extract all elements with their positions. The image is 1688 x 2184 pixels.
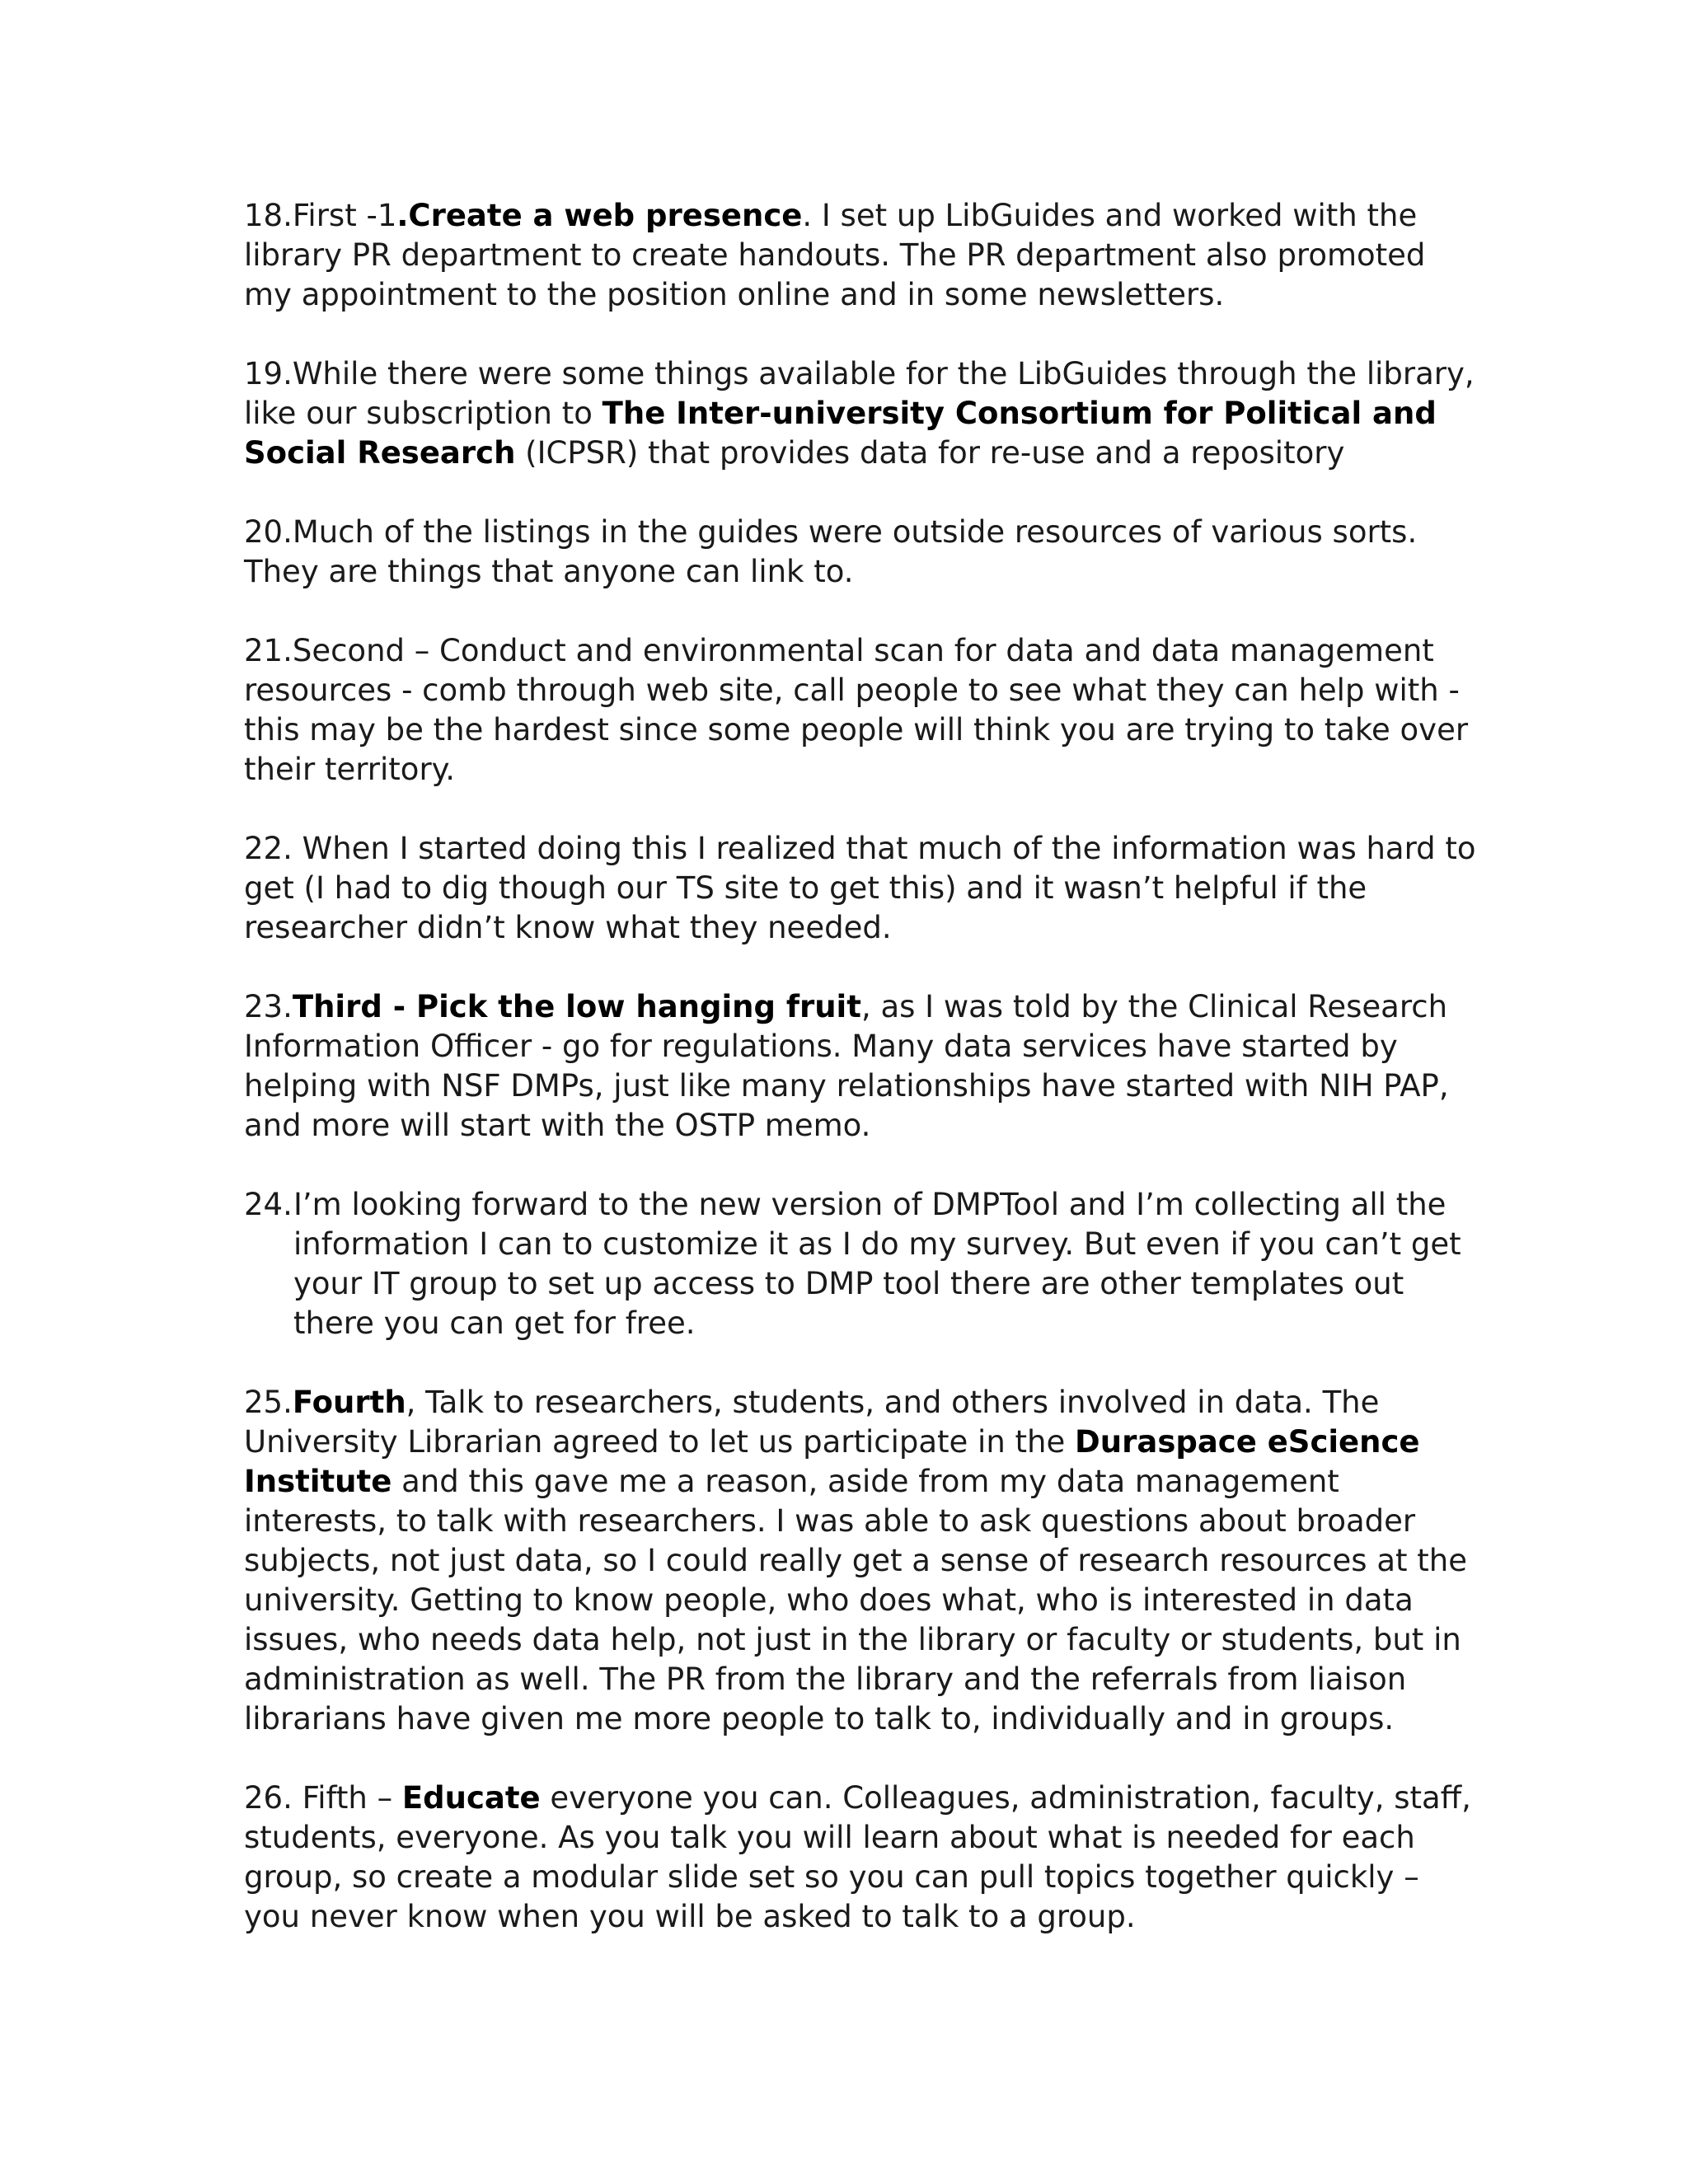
paragraph-number: 21. <box>244 633 293 668</box>
text-segment: Second – Conduct and environmental scan for data and data management resources - comb through web site, call people to see what they can help with - this may be the hardest since some people will think you are trying to take over their territory. <box>244 633 1469 787</box>
text-segment: , as I was told by the Clinical Research Information Officer - go for regulations. Many data services have started by helping with NSF DMPs, just like many relationships have started with NIH PAP, and more will start with the OSTP memo. <box>244 989 1449 1143</box>
paragraph-24 <box>244 1185 1480 1343</box>
paragraph-number: 20. <box>244 514 293 550</box>
paragraph-20 <box>244 513 1480 592</box>
text-segment: Fifth – <box>292 1780 402 1816</box>
text-segment: , Talk to researchers, students, and others involved in data. The University Librarian agreed to let us participate in the <box>244 1385 1380 1460</box>
text-segment: everyone you can. Colleagues, administration, faculty, staff, students, everyone. As you talk you will learn about what is needed for each group, so create a modular slide set so you can pull topics together quickly – you never know when you will be asked to talk to a group. <box>244 1780 1471 1934</box>
paragraph-number: 26. <box>244 1780 293 1816</box>
text-segment: (ICPSR) that provides data for re-use and a repository <box>515 435 1345 471</box>
text-segment: First -1 <box>292 198 397 233</box>
paragraph-25 <box>244 1383 1480 1739</box>
paragraph-19 <box>244 354 1480 473</box>
bold-text-segment: Third - Pick the low hanging fruit <box>292 989 861 1024</box>
bold-text-segment: Fourth <box>292 1385 406 1420</box>
text-segment: Much of the listings in the guides were outside resources of various sorts. They are things that anyone can link to. <box>244 514 1418 589</box>
paragraph-number: 19. <box>244 356 293 391</box>
paragraph-23 <box>244 987 1480 1146</box>
text-segment: and this gave me a reason, aside from my data management interests, to talk with researchers. I was able to ask questions about broader subjects, not just data, so I could really get a sense of research resources at the university. Getting to know people, who does what, who is interested in data issues, who needs data help, not just in the library or faculty or students, but in administration as well. The PR from the library and the referrals from liaison librarians have given me more people to talk to, individually and in groups. <box>244 1464 1467 1736</box>
paragraph-21 <box>244 631 1480 790</box>
paragraph-number: 22. <box>244 831 293 866</box>
text-segment: While there were some things available for the LibGuides through the library, like our subscription to <box>244 356 1475 431</box>
text-segment: When I started doing this I realized that much of the information was hard to get (I had to dig though our TS site to get this) and it wasn’t helpful if the researcher didn’t know what they needed. <box>244 831 1476 945</box>
paragraph-26 <box>244 1779 1480 1937</box>
text-segment: . I set up LibGuides and worked with the library PR department to create handouts. The PR department also promoted my appointment to the position online and in some newsletters. <box>244 198 1426 312</box>
paragraph-number: 18. <box>244 198 293 233</box>
document-page <box>244 196 1480 1976</box>
bold-text-segment: Educate <box>401 1780 541 1816</box>
paragraph-number: 23. <box>244 989 293 1024</box>
paragraph-number: 24. <box>244 1187 293 1222</box>
bold-text-segment: Duraspace eScience Institute <box>244 1424 1420 1499</box>
paragraph-22 <box>244 829 1480 948</box>
bold-text-segment: The Inter-university Consortium for Political and Social Research <box>244 396 1437 471</box>
paragraph-number: 25. <box>244 1385 293 1420</box>
text-segment: I’m looking forward to the new version of DMPTool and I’m collecting all the information I can to customize it as I do my survey. But even if you can’t get your IT group to set up access to DMP tool there are other templates out there you can get for free. <box>293 1187 1461 1341</box>
bold-text-segment: .Create a web presence <box>396 198 803 233</box>
paragraph-18 <box>244 196 1480 315</box>
